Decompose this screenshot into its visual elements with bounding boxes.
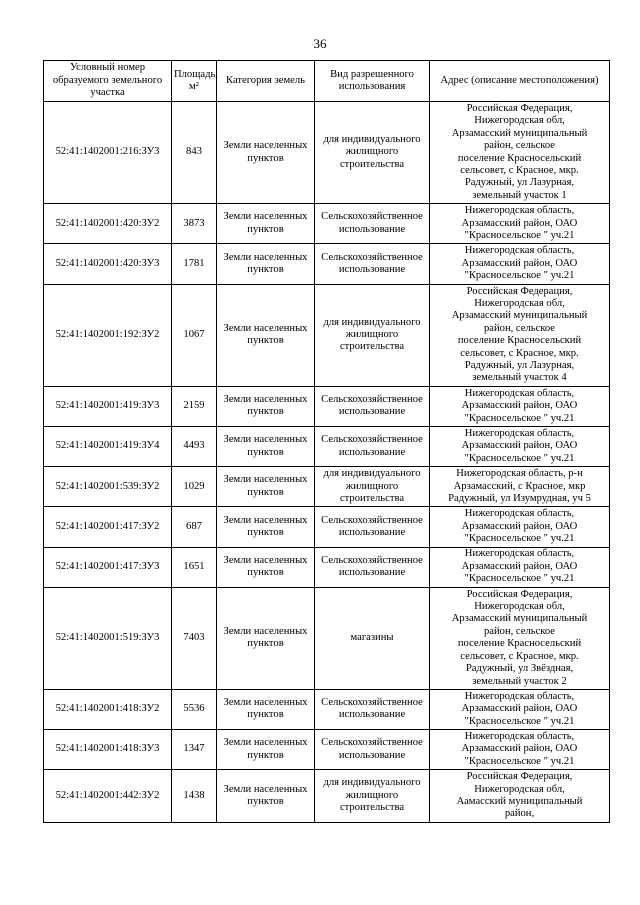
table-header-row (44, 61, 610, 102)
table-row (44, 689, 610, 729)
table-row (44, 204, 610, 244)
land-category: Земли населенных пунктов (217, 689, 315, 729)
plot-area: 1651 (172, 547, 217, 587)
land-category: Земли населенных пунктов (217, 730, 315, 770)
address-line: Нижегородская область, р-н (456, 468, 583, 480)
address-line: район, сельское (483, 322, 556, 334)
address-line: Арзамасский район, ОАО (461, 520, 578, 532)
land-category: Земли населенных пунктов (217, 204, 315, 244)
permitted-use: магазины (315, 587, 430, 689)
address-line: сельсовет, с Красное, мкр. (460, 347, 579, 359)
address-line: Радужный, ул Лазурная, (464, 359, 575, 371)
address-line: Нижегородская обл, (474, 783, 565, 795)
plot-area: 843 (172, 102, 217, 204)
address-line: Арзамасский муниципальный (451, 613, 588, 625)
address-line: Арзамасский район, ОАО (461, 440, 578, 452)
header-address: Адрес (описание местоположения) (430, 61, 610, 102)
address-line: Арзамасский район, ОАО (461, 560, 578, 572)
header-number: Условный номер образуемого земельного участка (44, 61, 172, 102)
permitted-use: Сельскохозяйственное использование (315, 547, 430, 587)
address-line: Российская Федерация, (466, 588, 573, 600)
plot-area: 2159 (172, 386, 217, 426)
address-line: Арзамасский район, ОАО (461, 743, 578, 755)
plot-number: 52:41:1402001:216:ЗУ3 (44, 102, 172, 204)
land-plots-table (43, 60, 610, 823)
permitted-use: Сельскохозяйственное использование (315, 426, 430, 466)
address-line: поселение Красносельский (457, 638, 582, 650)
plot-number: 52:41:1402001:419:ЗУ3 (44, 386, 172, 426)
permitted-use: для индивидуального жилищного строительства (315, 770, 430, 823)
permitted-use: для индивидуального жилищного строительства (315, 102, 430, 204)
plot-area: 1067 (172, 284, 217, 386)
address-line: Радужный, ул Изумрудная, уч 5 (448, 492, 591, 504)
address-line: Российская Федерация, (466, 102, 573, 114)
address-line: Арзамасский район, ОАО (461, 400, 578, 412)
address-line: Нижегородская обл, (474, 601, 565, 613)
plot-address (430, 284, 610, 386)
address-line: земельный участок 2 (472, 675, 567, 687)
address-line: район, сельское (483, 140, 556, 152)
plot-number: 52:41:1402001:442:ЗУ2 (44, 770, 172, 823)
land-category: Земли населенных пунктов (217, 547, 315, 587)
plot-number: 52:41:1402001:192:ЗУ2 (44, 284, 172, 386)
address-line: сельсовет, с Красное, мкр. (460, 165, 579, 176)
address-line: поселение Красносельский (457, 335, 582, 347)
address-line: Нижегородская обл, (474, 297, 565, 309)
plot-address (430, 587, 610, 689)
address-line: сельсовет, с Красное, мкр. (460, 650, 579, 662)
land-category: Земли населенных пунктов (217, 386, 315, 426)
plot-address (430, 244, 610, 284)
plot-area: 1029 (172, 467, 217, 507)
address-line: "Красносельское " уч.21 (464, 452, 575, 464)
plot-area: 3873 (172, 204, 217, 244)
plot-number: 52:41:1402001:519:ЗУ3 (44, 587, 172, 689)
address-line: Арзамасский район, ОАО (461, 217, 578, 229)
address-line: земельный участок 4 (472, 372, 567, 384)
plot-area: 4493 (172, 426, 217, 466)
plot-area: 5536 (172, 689, 217, 729)
land-category: Земли населенных пунктов (217, 507, 315, 547)
plot-address (430, 689, 610, 729)
address-line: "Красносельское " уч.21 (464, 573, 575, 585)
address-line: Арзамасский район, ОАО (461, 703, 578, 715)
plot-address (430, 386, 610, 426)
address-line: "Красносельское " уч.21 (464, 229, 575, 241)
table-row (44, 770, 610, 823)
plot-address (430, 730, 610, 770)
permitted-use: Сельскохозяйственное использование (315, 244, 430, 284)
plot-address (430, 467, 610, 507)
land-category: Земли населенных пунктов (217, 244, 315, 284)
plot-area: 1438 (172, 770, 217, 823)
permitted-use: Сельскохозяйственное использование (315, 204, 430, 244)
plot-address (430, 547, 610, 587)
plot-address (430, 426, 610, 466)
land-category: Земли населенных пунктов (217, 426, 315, 466)
address-line: Нижегородская область, (464, 245, 575, 257)
plot-address (430, 204, 610, 244)
plot-area: 687 (172, 507, 217, 547)
address-line: Нижегородская область, (464, 508, 575, 520)
address-line: Арзамасский муниципальный (451, 310, 588, 322)
address-line: Арзамасский район, ОАО (461, 257, 578, 269)
plot-address (430, 507, 610, 547)
table-row (44, 102, 610, 204)
table-row (44, 587, 610, 689)
permitted-use: Сельскохозяйственное использование (315, 730, 430, 770)
address-line: "Красносельское " уч.21 (464, 715, 575, 727)
table-row (44, 547, 610, 587)
address-line: Нижегородская обл, (474, 115, 565, 127)
address-line: Арзамасский, с Красное, мкр (453, 480, 586, 492)
address-line: Арзамасский муниципальный (451, 127, 588, 139)
plot-number: 52:41:1402001:419:ЗУ4 (44, 426, 172, 466)
page-number: 36 (313, 36, 327, 51)
address-line: "Красносельское " уч.21 (464, 533, 575, 545)
permitted-use: Сельскохозяйственное использование (315, 386, 430, 426)
address-line: Российская Федерация, (466, 771, 573, 783)
land-category: Земли населенных пунктов (217, 587, 315, 689)
plot-number: 52:41:1402001:418:ЗУ2 (44, 689, 172, 729)
permitted-use: для индивидуального жилищного строительства (315, 284, 430, 386)
plot-number: 52:41:1402001:417:ЗУ3 (44, 547, 172, 587)
table-row (44, 730, 610, 770)
table-row (44, 507, 610, 547)
address-line: "Красносельское " уч.21 (464, 270, 575, 282)
plot-area: 1347 (172, 730, 217, 770)
address-line: "Красносельское " уч.21 (464, 412, 575, 424)
address-line: Нижегородская область, (464, 731, 575, 743)
plot-number: 52:41:1402001:418:ЗУ3 (44, 730, 172, 770)
land-category: Земли населенных пунктов (217, 284, 315, 386)
plot-number: 52:41:1402001:420:ЗУ3 (44, 244, 172, 284)
plot-number: 52:41:1402001:539:ЗУ2 (44, 467, 172, 507)
address-line: Нижегородская область, (464, 205, 575, 217)
address-line: Российская Федерация, (466, 285, 573, 297)
plot-address (430, 770, 610, 823)
plot-number: 52:41:1402001:417:ЗУ2 (44, 507, 172, 547)
address-line: Нижегородская область, (464, 548, 575, 560)
header-category: Категория земель (217, 61, 315, 102)
permitted-use: для индивидуального жилищного строительства (315, 467, 430, 507)
address-line: поселение Красносельский (457, 152, 582, 164)
address-line: земельный участок 1 (472, 189, 567, 201)
address-line: Нижегородская область, (464, 387, 575, 399)
permitted-use: Сельскохозяйственное использование (315, 507, 430, 547)
header-area: Площадь, м² (172, 61, 217, 102)
permitted-use: Сельскохозяйственное использование (315, 689, 430, 729)
address-line: Нижегородская область, (464, 690, 575, 702)
table-row (44, 426, 610, 466)
land-category: Земли населенных пунктов (217, 102, 315, 204)
table-row (44, 467, 610, 507)
address-line: район, (504, 808, 535, 820)
header-use: Вид разрешенного использования (315, 61, 430, 102)
address-line: район, сельское (483, 625, 556, 637)
land-category: Земли населенных пунктов (217, 467, 315, 507)
plot-area: 7403 (172, 587, 217, 689)
table-body (44, 102, 610, 823)
address-line: Нижегородская область, (464, 427, 575, 439)
address-line: Радужный, ул Лазурная, (464, 177, 575, 189)
table-row (44, 244, 610, 284)
address-line: "Красносельское " уч.21 (464, 755, 575, 767)
plot-area: 1781 (172, 244, 217, 284)
table-row (44, 386, 610, 426)
address-line: Аамасский муниципальный (456, 796, 583, 808)
plot-number: 52:41:1402001:420:ЗУ2 (44, 204, 172, 244)
table-row (44, 284, 610, 386)
address-line: Радужный, ул Звёздная, (465, 663, 574, 675)
land-category: Земли населенных пунктов (217, 770, 315, 823)
plot-address (430, 102, 610, 204)
